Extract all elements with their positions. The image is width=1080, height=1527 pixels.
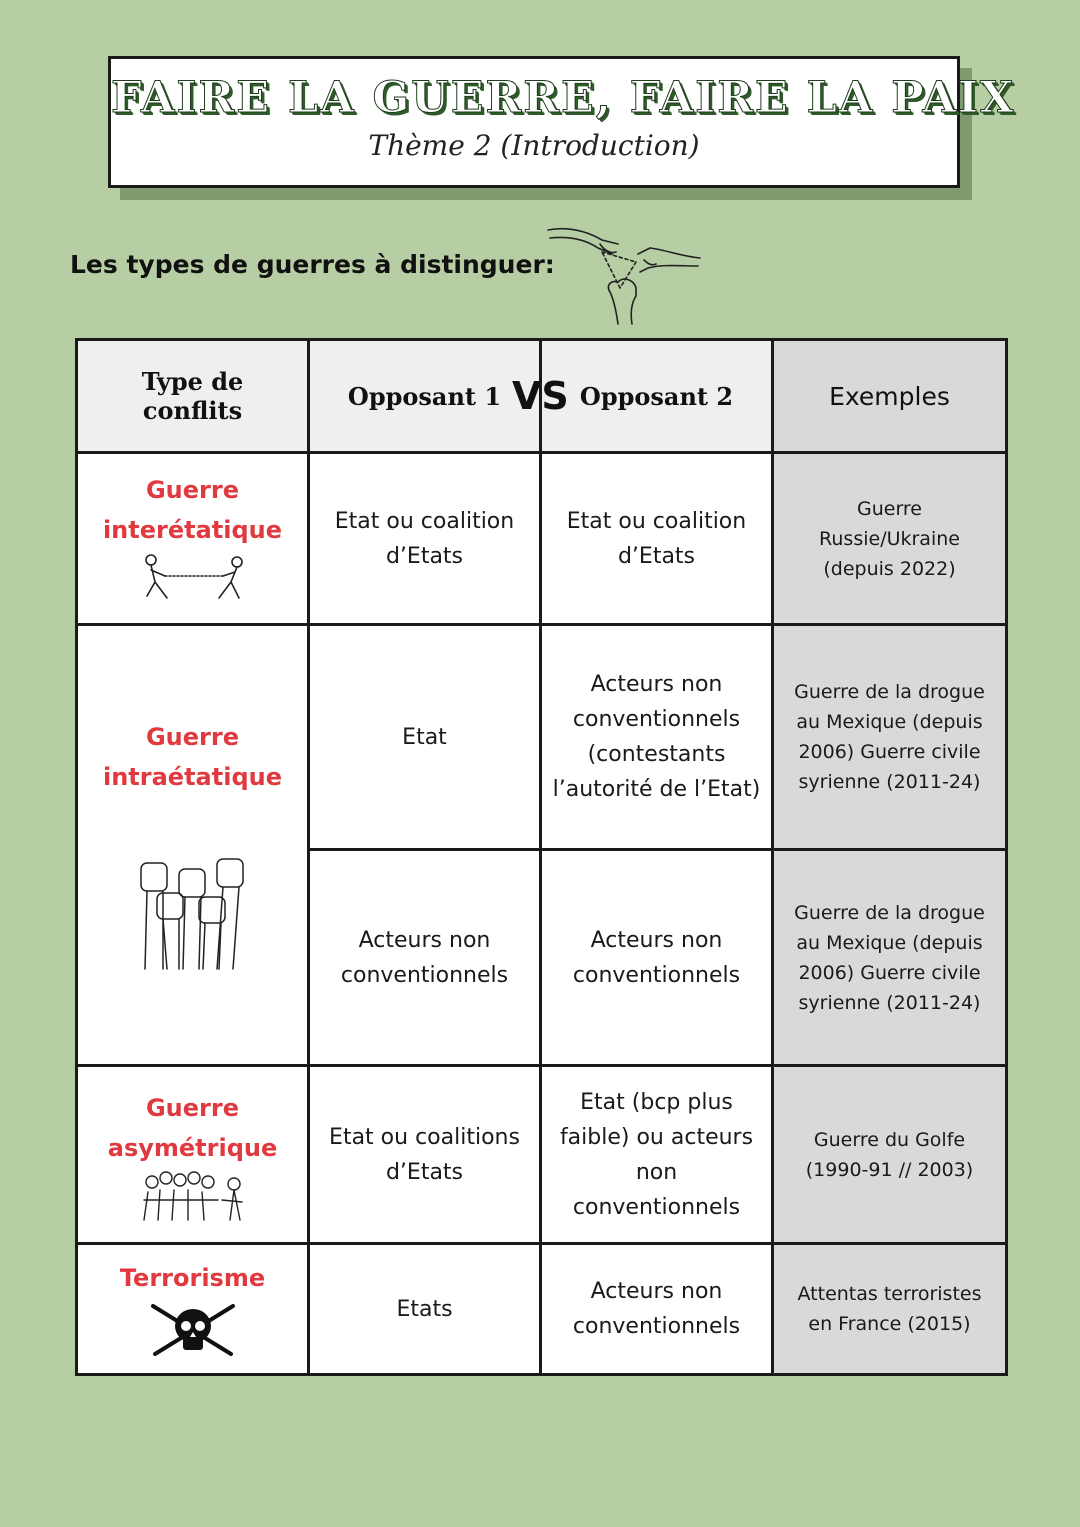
examples-cell: Guerre Russie/Ukraine (depuis 2022) <box>773 453 1007 625</box>
opponent-1-cell: Etats <box>309 1244 541 1375</box>
table-row <box>77 1244 1007 1375</box>
header-examples: Exemples <box>773 340 1007 453</box>
type-cell <box>77 453 309 625</box>
type-label: Terrorisme <box>119 1264 266 1292</box>
skull-crossed-swords-icon <box>147 1300 239 1360</box>
examples-cell: Guerre de la drogue au Mexique (depuis 2006) Guerre civile syrienne (2011-24) <box>773 625 1007 850</box>
crowd-vs-one-icon <box>138 1170 248 1222</box>
header-type: Type de conflits <box>77 340 309 453</box>
type-cell <box>77 1066 309 1244</box>
header-opponent-2: Opposant 2 <box>541 340 773 453</box>
opponent-2-cell: Etat (bcp plus faible) ou acteurs non conventionnels <box>541 1066 773 1244</box>
examples-cell: Attentas terroristes en France (2015) <box>773 1244 1007 1375</box>
opponent-2-cell: Etat ou coalition d’Etats <box>541 453 773 625</box>
opponent-1-cell: Etat ou coalitions d’Etats <box>309 1066 541 1244</box>
examples-cell: Guerre du Golfe (1990-91 // 2003) <box>773 1066 1007 1244</box>
tug-of-war-icon <box>133 552 253 608</box>
header-opponent-1-label: Opposant 1 <box>347 381 502 411</box>
war-types-table <box>75 338 1008 1376</box>
opponent-2-cell: Acteurs non conventionnels <box>541 1244 773 1375</box>
raised-fists-icon <box>133 853 253 973</box>
page-title: FAIRE LA GUERRE, FAIRE LA PAIX <box>111 73 1016 123</box>
vs-label: VS <box>512 374 569 418</box>
title-banner <box>108 56 1016 188</box>
opponent-2-cell: Acteurs non conventionnels (contestants l’autorité de l’Etat) <box>541 625 773 850</box>
opponent-2-cell: Acteurs non conventionnels <box>541 850 773 1066</box>
type-label: Guerre asymétrique <box>107 1093 278 1162</box>
type-label: Guerre interétatique <box>102 475 283 544</box>
rock-paper-scissors-hands-icon <box>540 218 710 336</box>
type-cell <box>77 1244 309 1375</box>
table-header-row <box>77 340 1007 453</box>
section-title: Les types de guerres à distinguer: <box>70 250 555 279</box>
table-row <box>77 1066 1007 1244</box>
opponent-1-cell: Acteurs non conventionnels <box>309 850 541 1066</box>
type-label: Guerre intraétatique <box>102 723 282 791</box>
opponent-1-cell: Etat ou coalition d’Etats <box>309 453 541 625</box>
table-row <box>77 453 1007 625</box>
table-row <box>77 625 1007 850</box>
page-subtitle: Thème 2 (Introduction) <box>368 129 700 162</box>
header-opponent-1 <box>309 340 569 453</box>
examples-cell: Guerre de la drogue au Mexique (depuis 2006) Guerre civile syrienne (2011-24) <box>773 850 1007 1066</box>
type-cell <box>77 625 309 1066</box>
opponent-1-cell: Etat <box>309 625 541 850</box>
